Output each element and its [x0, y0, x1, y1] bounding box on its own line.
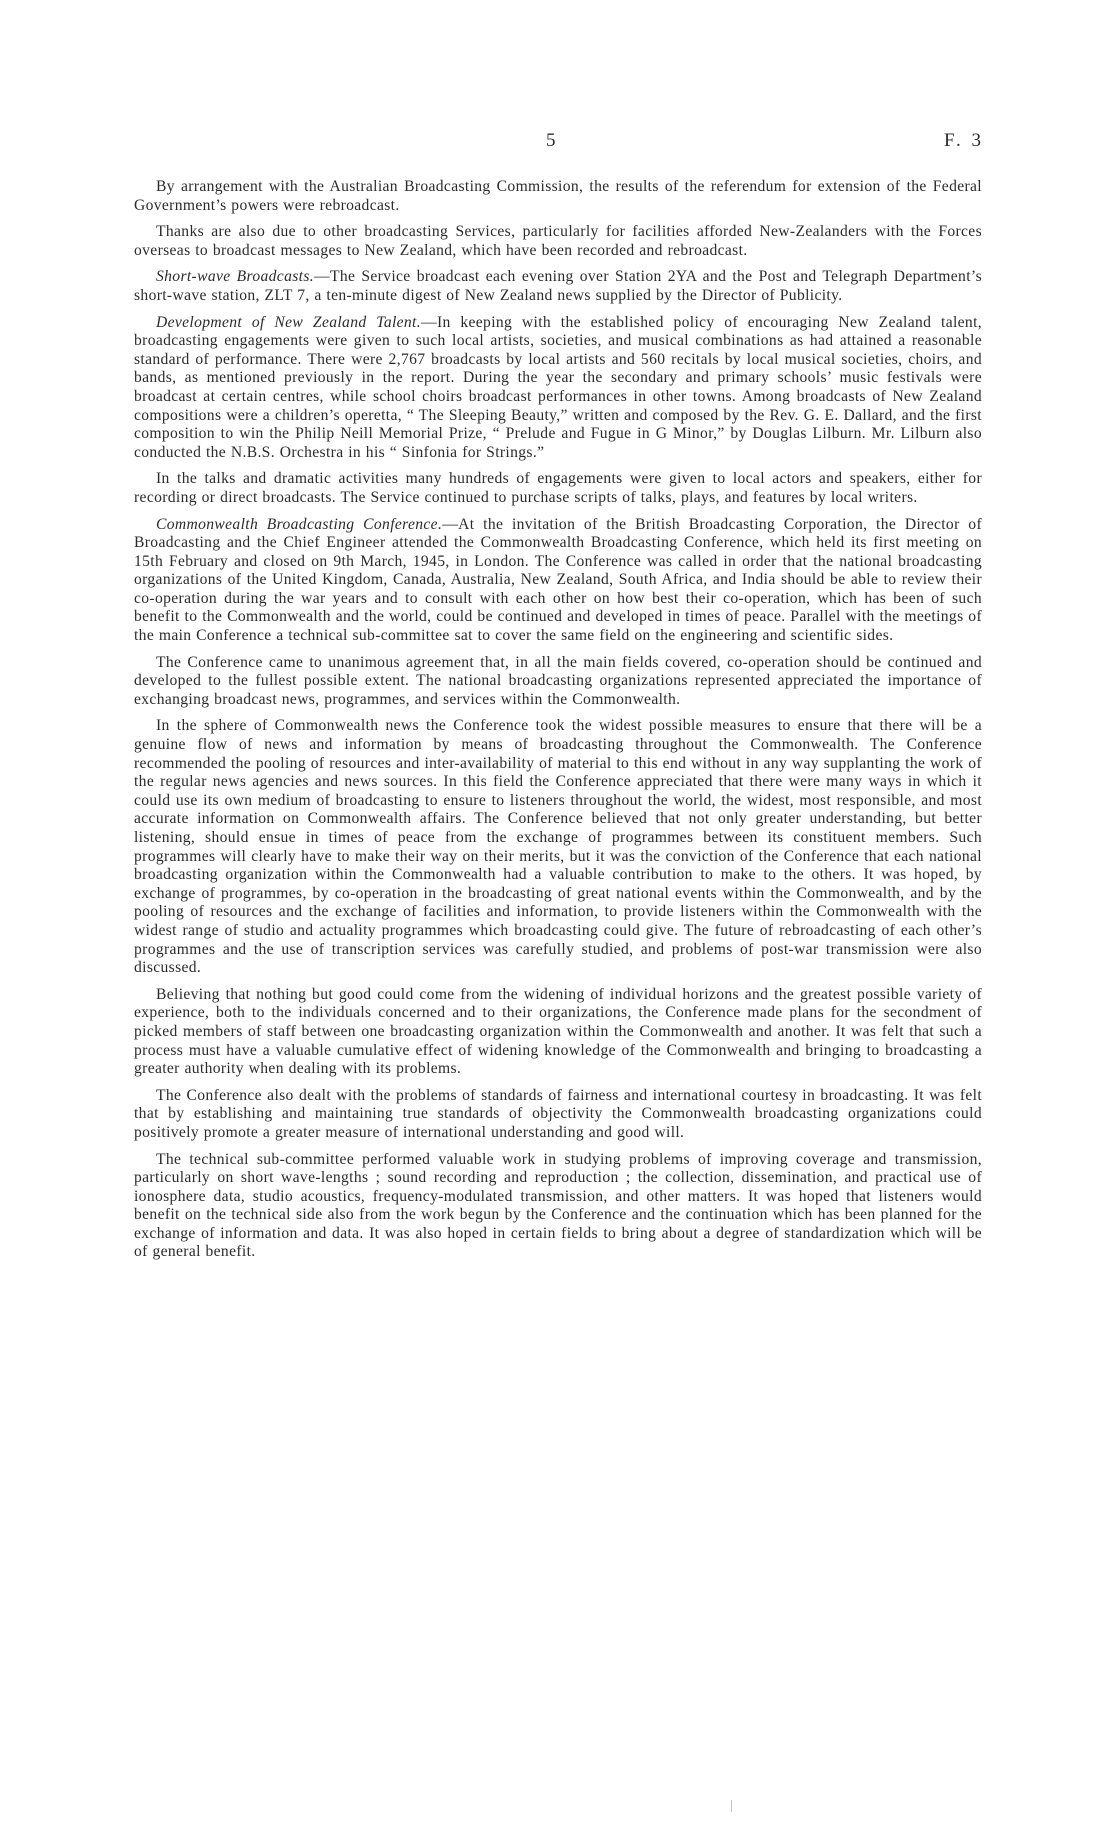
paragraph-unanimous-agreement [134, 654, 982, 710]
paragraph-text: —At the invitation of the British Broadcasting Corporation, the Director of Broadcasting and the Chief Engineer attended the Commonwealth Broadcasting Conference, which held its first meeting on 15th February and closed on 9th March, 1945, in London. The Conference was called in order that the national broadcasting organizations of the United Kingdom, Canada, Australia, New Zealand, South Africa, and India should be able to review their co-operation during the war years and to consult with each other on how best their co-operation, which has been of such benefit to the Commonwealth and the world, could be continued and developed in times of peace. Parallel with the meetings of the main Conference a technical sub-committee sat to cover the same field on the engineering and scientific sides. [134, 515, 982, 645]
section-heading: Commonwealth Broadcasting Conference. [156, 515, 443, 533]
scan-mark [731, 1800, 732, 1812]
document-reference: F. 3 [944, 130, 985, 151]
paragraph-text: In the sphere of Commonwealth news the Conference took the widest possible measures to ensure that there will be a genuine flow of news and information by means of broadcasting throughout the Commonwealth. The Conference recommended the pooling of resources and inter-availability of material to this end without in any way supplanting the work of the regular news agencies and news sources. In this field the Conference appreciated that there were many ways in which it could use its own medium of broadcasting to ensure to listeners throughout the world, the widest, most responsible, and most accurate information on Commonwealth affairs. The Conference believed that not only greater understanding, but better listening, should ensue in times of peace from the exchange of programmes between its constituent members. Such programmes will clearly have to make their way on their merits, but it was the conviction of the Conference that each national broadcasting organization within the Commonwealth had a valuable contribution to make to the others. It was hoped, by exchange of programmes, by co-operation in the broadcasting of great national events within the Commonwealth, and by the pooling of resources and the exchange of facilities and information, to provide listeners within the Commonwealth with the widest range of studio and actuality programmes which broadcasting could give. The future of rebroadcasting of each other’s programmes and the use of transcription services was carefully studied, and problems of post-war transmission were also discussed. [134, 717, 982, 977]
paragraph-talks-dramatic [134, 470, 982, 507]
paragraph-referendum [134, 178, 982, 215]
paragraph-text: In the talks and dramatic activities many hundreds of engagements were given to local actors and speakers, either for recording or direct broadcasts. The Service continued to purchase scripts of talks, plays, and features by local writers. [134, 470, 982, 506]
report-body [134, 178, 982, 1270]
paragraph-commonwealth-news [134, 717, 982, 977]
page-header [0, 130, 1114, 154]
paragraph-text: Thanks are also due to other broadcasting Services, particularly for facilities afforded New-Zealanders with the Forces overseas to broadcast messages to New Zealand, which have been recorded and rebroadcast. [134, 223, 982, 259]
paragraph-secondment [134, 986, 982, 1079]
paragraph-nz-talent [134, 314, 982, 463]
paragraph-short-wave [134, 268, 982, 305]
section-heading: Development of New Zealand Talent. [156, 313, 421, 331]
section-heading: Short-wave Broadcasts. [156, 268, 314, 286]
paragraph-text: The Conference came to unanimous agreement that, in all the main fields covered, co-operation should be continued and developed to the fullest possible extent. The national broadcasting organizations represented appreciated the importance of exchanging broadcast news, programmes, and services within the Commonwealth. [134, 653, 982, 708]
paragraph-text: By arrangement with the Australian Broadcasting Commission, the results of the referendum for extension of the Federal Government’s powers were rebroadcast. [134, 178, 982, 214]
paragraph-text: —In keeping with the established policy of encouraging New Zealand talent, broadcasting engagements were given to such local artists, societies, and musical combinations as had attained a reasonable standard of performance. There were 2,767 broadcasts by local artists and 560 recitals by local musical societies, choirs, and bands, as mentioned previously in the report. During the year the secondary and primary schools’ music festivals were broadcast at certain centres, while school choirs broadcast performances in other towns. Among broadcasts of New Zealand compositions were a children’s operetta, “ The Sleeping Beauty,” written and composed by the Rev. G. E. Dallard, and the first composition to win the Philip Neill Memorial Prize, “ Prelude and Fugue in G Minor,” by Douglas Lilburn. Mr. Lilburn also conducted the N.B.S. Orchestra in his “ Sinfonia for Strings.” [134, 313, 983, 461]
paragraph-technical-subcommittee [134, 1151, 982, 1263]
paragraph-text: The Conference also dealt with the problems of standards of fairness and international courtesy in broadcasting. It was felt that by establishing and maintaining true standards of objectivity the Commonwealth broadcasting organizations could positively promote a greater measure of international understanding and good will. [134, 1086, 982, 1141]
paragraph-fairness [134, 1087, 982, 1143]
page-number: 5 [546, 130, 557, 151]
paragraph-thanks [134, 223, 982, 260]
paragraph-text: The technical sub-committee performed valuable work in studying problems of improving coverage and transmission, particularly on short wave-lengths ; sound recording and reproduction ; the collection, dissemination, and practical use of ionosphere data, studio acoustics, frequency-modulated transmission, and other matters. It was hoped that listeners would benefit on the technical side also from the work begun by the Conference and the continuation which has been planned for the exchange of information and data. It was also hoped in certain fields to bring about a degree of standardization which will be of general benefit. [134, 1150, 982, 1261]
paragraph-commonwealth-conference [134, 516, 982, 646]
paragraph-text: Believing that nothing but good could come from the widening of individual horizons and the greatest possible variety of experience, both to the individuals concerned and to their organizations, the Conference made plans for the secondment of picked members of staff between one broadcasting organization within the Commonwealth and another. It was felt that such a process must have a valuable cumulative effect of widening knowledge of the Commonwealth and bringing to broadcasting a greater authority when dealing with its problems. [134, 985, 982, 1078]
paragraph-text: —The Service broadcast each evening over Station 2YA and the Post and Telegraph Department’s short-wave station, ZLT 7, a ten-minute digest of New Zealand news supplied by the Director of Publicity. [134, 268, 982, 304]
